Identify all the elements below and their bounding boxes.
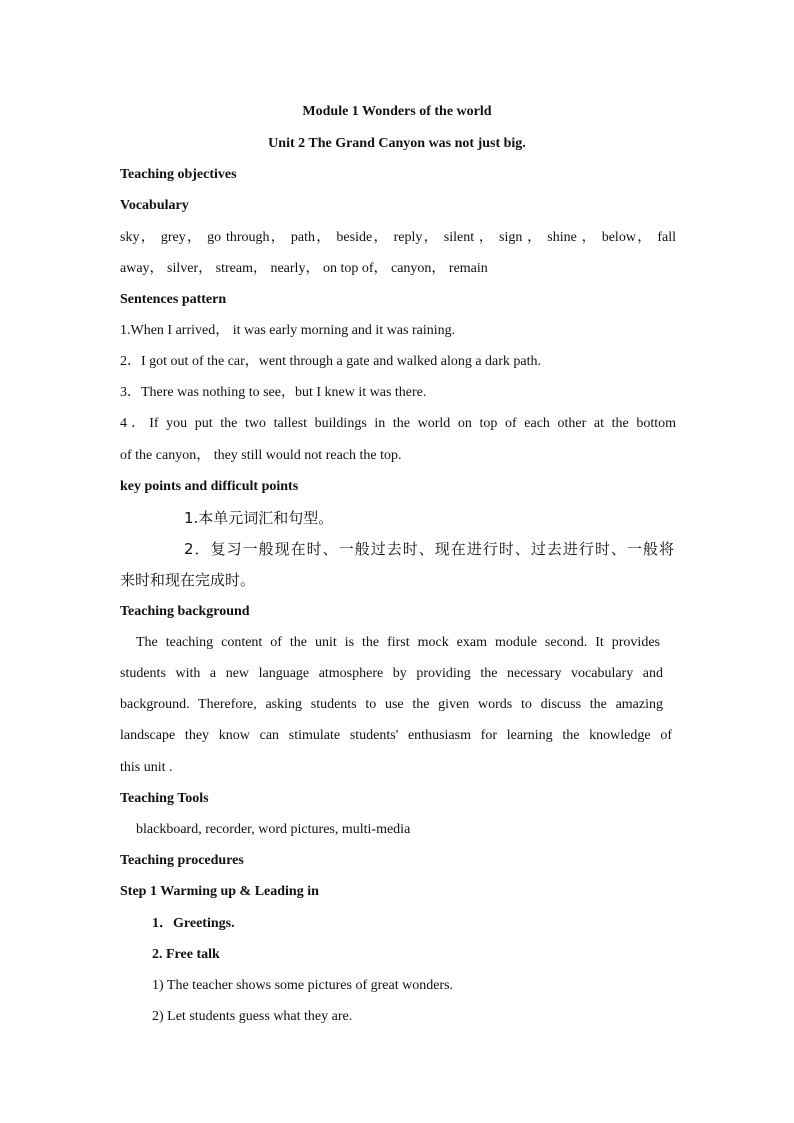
free-talk-sub-2: 2) Let students guess what they are. bbox=[152, 1009, 353, 1024]
background-line-1: The teaching content of the unit is the first mock exam module second. It provides bbox=[136, 635, 660, 650]
vocabulary-line-1: sky， grey， go through， path， beside， reply， silent ， sign ， shine ， below， fall bbox=[120, 230, 676, 245]
key-point-2-line-1: 2．复习一般现在时、一般过去时、现在进行时、过去进行时、一般将 bbox=[184, 540, 674, 558]
sentence-4-line-2: of the canyon， they still would not reach the top. bbox=[120, 448, 402, 463]
key-point-1: 1.本单元词汇和句型。 bbox=[184, 509, 334, 527]
sentence-2: 2．I got out of the car，went through a gate and walked along a dark path. bbox=[120, 354, 542, 369]
step-item-free-talk: 2. Free talk bbox=[152, 947, 220, 962]
background-line-5: this unit . bbox=[120, 760, 173, 775]
step-1-heading: Step 1 Warming up & Leading in bbox=[120, 884, 319, 899]
procedures-heading: Teaching procedures bbox=[120, 853, 244, 868]
sentence-1: 1.When I arrived， it was early morning and it was raining. bbox=[120, 323, 456, 338]
unit-title: Unit 2 The Grand Canyon was not just big. bbox=[268, 136, 526, 151]
sentences-heading: Sentences pattern bbox=[120, 292, 227, 307]
vocabulary-line-2: away， silver， stream， nearly， on top of， canyon， remain bbox=[120, 261, 488, 276]
tools-list: blackboard, recorder, word pictures, multi-media bbox=[136, 822, 411, 837]
objectives-heading: Teaching objectives bbox=[120, 167, 237, 182]
background-heading: Teaching background bbox=[120, 604, 250, 619]
sentence-3: 3．There was nothing to see，but I knew it was there. bbox=[120, 385, 427, 400]
key-points-heading: key points and difficult points bbox=[120, 479, 299, 494]
vocabulary-heading: Vocabulary bbox=[120, 198, 189, 213]
background-line-2: students with a new language atmosphere by providing the necessary vocabulary and bbox=[120, 666, 663, 681]
step-item-greetings: 1．Greetings. bbox=[152, 916, 235, 931]
background-line-4: landscape they know can stimulate students' enthusiasm for learning the knowledge of bbox=[120, 728, 672, 743]
module-title: Module 1 Wonders of the world bbox=[302, 104, 492, 119]
key-point-2-line-2: 来时和现在完成时。 bbox=[120, 571, 256, 589]
tools-heading: Teaching Tools bbox=[120, 791, 209, 806]
free-talk-sub-1: 1) The teacher shows some pictures of great wonders. bbox=[152, 978, 454, 993]
background-line-3: background. Therefore, asking students to use the given words to discuss the amazing bbox=[120, 697, 663, 712]
sentence-4-line-1: 4．If you put the two tallest buildings in the world on top of each other at the bottom bbox=[120, 416, 676, 431]
